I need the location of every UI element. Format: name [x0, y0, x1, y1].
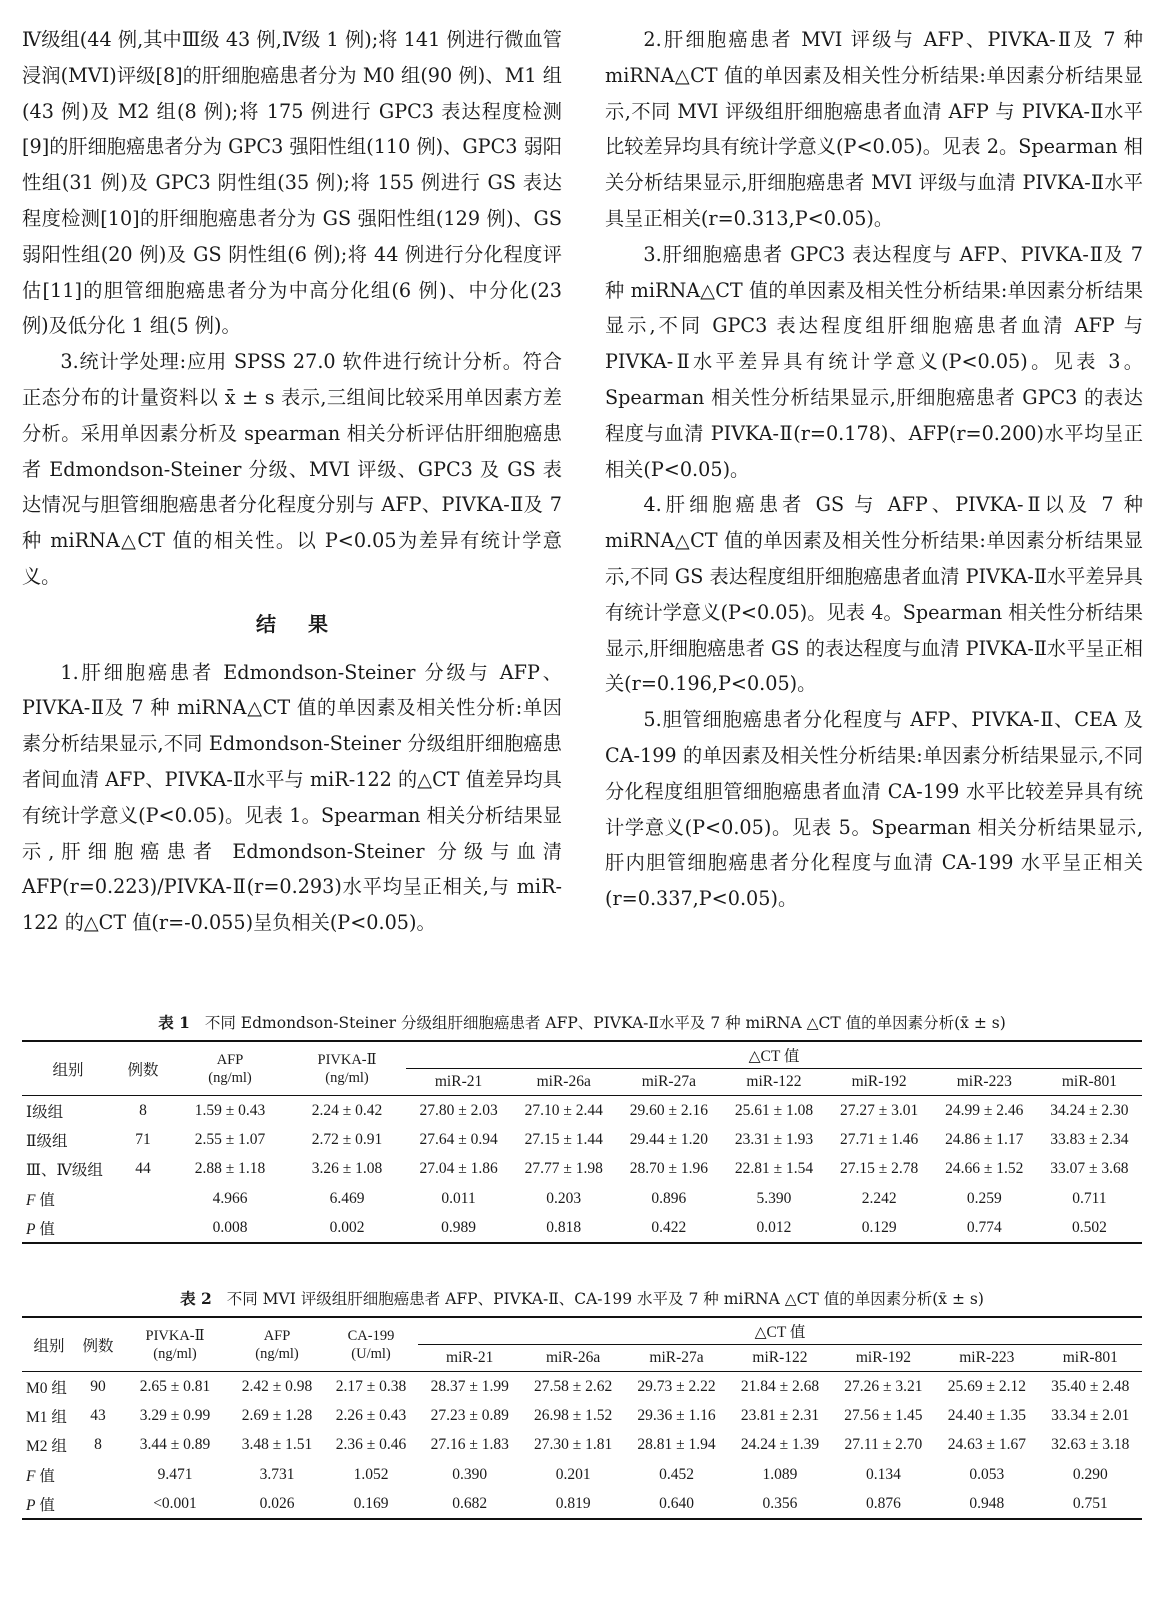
cell-ct: 0.259 — [966, 1190, 1002, 1208]
cell-ct: 5.390 — [756, 1190, 792, 1208]
cell-ct: 0.751 — [1072, 1495, 1108, 1513]
table-row — [22, 1460, 1142, 1490]
paragraph-result-1: 1.肝细胞癌患者 Edmondson-Steiner 分级与 AFP、PIVKA-Ⅱ及 7 种 miRNA△CT 值的单因素及相关性分析:单因素分析结果显示,不同 Edmondson-Steiner 分级组肝细胞癌患者间血清 AFP、PIVKA-Ⅱ水平与 miR-122 的△CT 值差异均具有统计学意义(P<0.05)。见表 1。Spearman 相关分析结果显示,肝细胞癌患者 Edmondson-Steiner 分级与血清 AFP(r=0.223)/PIVKA-Ⅱ(r=0.293)水平均呈正相关,与 miR-122 的△CT 值(r=-0.055)呈负相关(P<0.05)。 — [22, 660, 562, 935]
cell-pivka: 0.002 — [329, 1219, 365, 1237]
table-row — [22, 1401, 1142, 1431]
cell-n: 44 — [135, 1160, 151, 1178]
cell-ct: 0.134 — [865, 1466, 901, 1484]
cell-ct: 34.24 ± 2.30 — [1050, 1101, 1129, 1119]
cell-pivka: 2.72 ± 0.91 — [311, 1130, 383, 1148]
t2-header-mirna: miR-21 — [446, 1349, 494, 1366]
cell-ct: 0.774 — [966, 1219, 1002, 1237]
table-row — [22, 1490, 1142, 1520]
cell-ca: 2.26 ± 0.43 — [335, 1406, 407, 1424]
cell-ct: 28.81 ± 1.94 — [637, 1436, 716, 1454]
row-label-p: P 值 — [26, 1221, 55, 1239]
section-heading-results: 结果 — [256, 611, 360, 636]
cell-ct: 28.70 ± 1.96 — [629, 1160, 708, 1178]
table-1-label: 表 1 — [158, 1013, 190, 1032]
table-2-caption — [22, 1288, 1142, 1310]
cell-ct: 29.73 ± 2.22 — [637, 1377, 716, 1395]
cell-ct: 0.818 — [546, 1219, 582, 1237]
cell-ct: 23.81 ± 2.31 — [740, 1406, 820, 1424]
t1-header-pivka — [288, 1041, 406, 1096]
t1-header-afp — [172, 1041, 288, 1096]
table-row — [22, 1155, 1142, 1185]
cell-ct: 1.089 — [762, 1466, 798, 1484]
t2-header-mirna: miR-223 — [959, 1349, 1015, 1366]
cell-ct: 24.63 ± 1.67 — [947, 1436, 1026, 1454]
t2-header-mirna: miR-801 — [1062, 1349, 1118, 1366]
cell-afp: 3.48 ± 1.51 — [241, 1436, 313, 1454]
cell-n: 90 — [90, 1377, 106, 1395]
cell-ct: 27.80 ± 2.03 — [419, 1101, 498, 1119]
t2-header-mirna: miR-26a — [546, 1349, 601, 1366]
cell-afp: 2.88 ± 1.18 — [194, 1160, 266, 1178]
cell-ct: 24.66 ± 1.52 — [945, 1160, 1024, 1178]
table-1-caption — [22, 1012, 1142, 1034]
cell-ct: 0.422 — [651, 1219, 687, 1237]
cell-ct: 24.24 ± 1.39 — [740, 1436, 820, 1454]
cell-ct: 32.63 ± 3.18 — [1051, 1436, 1130, 1454]
cell-n — [76, 1460, 120, 1490]
cell-n — [114, 1184, 172, 1214]
cell-ct: 0.390 — [452, 1466, 488, 1484]
t2-header-pivka — [120, 1317, 230, 1372]
t2-header-mirna: miR-27a — [649, 1349, 704, 1366]
cell-afp: 2.55 ± 1.07 — [194, 1130, 266, 1148]
cell-ct: 33.07 ± 3.68 — [1050, 1160, 1129, 1178]
cell-afp: 3.731 — [259, 1466, 295, 1484]
cell-n — [114, 1214, 172, 1244]
cell-ct: 0.640 — [659, 1495, 694, 1513]
cell-ct: 25.61 ± 1.08 — [734, 1101, 814, 1119]
cell-ct: 27.15 ± 2.78 — [840, 1160, 919, 1178]
cell-ct: 21.84 ± 2.68 — [740, 1377, 820, 1395]
cell-n: 71 — [135, 1130, 151, 1148]
cell-ct: 23.31 ± 1.93 — [734, 1130, 814, 1148]
t1-header-mirna: miR-801 — [1061, 1073, 1117, 1090]
table-row — [22, 1096, 1142, 1126]
cell-n: 8 — [94, 1436, 102, 1454]
t1-header-pivka-name: PIVKA-Ⅱ — [317, 1051, 377, 1068]
t2-header-pivka-name: PIVKA-Ⅱ — [145, 1327, 205, 1344]
t2-header-ca-name: CA-199 — [347, 1327, 395, 1344]
cell-ct: 24.99 ± 2.46 — [945, 1101, 1024, 1119]
cell-ct: 29.44 ± 1.20 — [629, 1130, 708, 1148]
paragraph-result-5: 5.胆管细胞癌患者分化程度与 AFP、PIVKA-Ⅱ、CEA 及 CA-199 的单因素及相关性分析结果:单因素分析结果显示,不同分化程度组胆管细胞癌患者血清 CA-199 水平比较差异具有统计学意义(P<0.05)。见表 5。Spearman 相关分析结果显示,肝内胆管细胞癌患者分化程度与血清 CA-199 水平呈正相关(r=0.337,P<0.05)。 — [605, 708, 1143, 911]
cell-ct: 0.682 — [452, 1495, 488, 1513]
cell-afp: 1.59 ± 0.43 — [194, 1101, 266, 1119]
table-2 — [22, 1288, 1142, 1520]
cell-ct: 24.86 ± 1.17 — [945, 1130, 1024, 1148]
cell-ct: 0.876 — [865, 1495, 901, 1513]
cell-ct: 33.34 ± 2.01 — [1051, 1406, 1130, 1424]
t1-header-mirna: miR-21 — [434, 1073, 483, 1090]
cell-ct: 27.16 ± 1.83 — [430, 1436, 509, 1454]
cell-ct: 0.896 — [651, 1190, 687, 1208]
t2-header-group: 组别 — [33, 1337, 65, 1355]
t2-header-ca-unit: (U/ml) — [351, 1345, 391, 1362]
t2-header-mirna: miR-192 — [855, 1349, 911, 1366]
t1-header-mirna: miR-27a — [641, 1073, 696, 1090]
paragraph-result-2: 2.肝细胞癌患者 MVI 评级与 AFP、PIVKA-Ⅱ及 7 种 miRNA△CT 值的单因素及相关性分析结果:单因素分析结果显示,不同 MVI 评级组肝细胞癌患者血清 AFP 与 PIVKA-Ⅱ水平比较差异均具有统计学意义(P<0.05)。见表 2。Spearman 相关分析结果显示,肝细胞癌患者 MVI 评级与血清 PIVKA-Ⅱ水平具呈正相关(r=0.313,P<0.05)。 — [605, 28, 1143, 230]
table-1-grid — [22, 1040, 1142, 1244]
paragraph-result-4: 4.肝细胞癌患者 GS 与 AFP、PIVKA-Ⅱ以及 7 种 miRNA△CT 值的单因素及相关性分析结果:单因素分析结果显示,不同 GS 表达程度组肝细胞癌患者血清 PIVKA-Ⅱ水平差异具有统计学意义(P<0.05)。见表 4。Spearman 相关性分析结果显示,肝细胞癌患者 GS 的表达程度与血清 PIVKA-Ⅱ水平呈正相关(r=0.196,P<0.05)。 — [605, 493, 1143, 696]
cell-ct: 29.60 ± 2.16 — [629, 1101, 708, 1119]
cell-afp: 4.966 — [212, 1190, 248, 1208]
cell-ca: 0.169 — [353, 1495, 389, 1513]
cell-pivka: 2.24 ± 0.42 — [311, 1101, 383, 1119]
t2-header-ct: △CT 值 — [418, 1317, 1142, 1345]
cell-ct: 0.452 — [659, 1466, 694, 1484]
t1-header-afp-name: AFP — [216, 1051, 244, 1068]
row-label: M1 组 — [26, 1408, 67, 1426]
row-label: Ⅰ级组 — [26, 1103, 64, 1121]
cell-ct: 24.40 ± 1.35 — [947, 1406, 1026, 1424]
cell-pivka: 3.44 ± 0.89 — [139, 1436, 211, 1454]
cell-ct: 27.10 ± 2.44 — [524, 1101, 603, 1119]
cell-n — [76, 1490, 120, 1520]
cell-ct: 0.053 — [969, 1466, 1005, 1484]
t1-header-n: 例数 — [127, 1061, 159, 1079]
cell-ct: 27.30 ± 1.81 — [534, 1436, 613, 1454]
t1-header-mirna: miR-223 — [956, 1073, 1012, 1090]
cell-ct: 0.502 — [1071, 1219, 1107, 1237]
cell-ct: 27.15 ± 1.44 — [524, 1130, 603, 1148]
cell-afp: 2.42 ± 0.98 — [241, 1377, 313, 1395]
t1-header-mirna: miR-122 — [746, 1073, 802, 1090]
cell-ct: 29.36 ± 1.16 — [637, 1406, 716, 1424]
table-2-label: 表 2 — [180, 1289, 212, 1308]
cell-ct: 0.011 — [441, 1190, 476, 1208]
t1-header-ct: △CT 值 — [406, 1041, 1142, 1069]
paragraph-result-3: 3.肝细胞癌患者 GPC3 表达程度与 AFP、PIVKA-Ⅱ及 7 种 miRNA△CT 值的单因素及相关性分析结果:单因素分析结果显示,不同 GPC3 表达程度组肝细胞癌患者血清 AFP 与 PIVKA-Ⅱ水平差异具有统计学意义(P<0.05)。见表 3。Spearman 相关性分析结果显示,肝细胞癌患者 GPC3 的表达程度与血清 PIVKA-Ⅱ(r=0.178)、AFP(r=0.200)水平均呈正相关(P<0.05)。 — [605, 242, 1143, 481]
cell-n: 8 — [139, 1101, 147, 1119]
t1-header-mirna: miR-26a — [536, 1073, 591, 1090]
row-label: Ⅲ、Ⅳ级组 — [26, 1162, 103, 1180]
cell-ct: 27.27 ± 3.01 — [840, 1101, 919, 1119]
t2-header-afp-unit: (ng/ml) — [255, 1345, 299, 1362]
cell-ct: 0.012 — [756, 1219, 792, 1237]
table-row — [22, 1214, 1142, 1244]
table-1 — [22, 1012, 1142, 1244]
cell-ct: 0.711 — [1072, 1190, 1107, 1208]
cell-ct: 27.26 ± 3.21 — [844, 1377, 923, 1395]
cell-ct: 0.129 — [861, 1219, 897, 1237]
cell-ct: 33.83 ± 2.34 — [1050, 1130, 1129, 1148]
t1-header-afp-unit: (ng/ml) — [208, 1069, 252, 1086]
cell-ct: 27.04 ± 1.86 — [419, 1160, 498, 1178]
cell-ct: 0.203 — [546, 1190, 582, 1208]
cell-ca: 1.052 — [353, 1466, 389, 1484]
right-column — [605, 22, 1143, 917]
cell-ct: 28.37 ± 1.99 — [430, 1377, 509, 1395]
t1-header-pivka-unit: (ng/ml) — [325, 1069, 369, 1086]
row-label-f: F 值 — [26, 1468, 55, 1486]
cell-pivka: 9.471 — [157, 1466, 193, 1484]
cell-ct: 25.69 ± 2.12 — [947, 1377, 1026, 1395]
paragraph-grouping: Ⅳ级组(44 例,其中Ⅲ级 43 例,Ⅳ级 1 例);将 141 例进行微血管浸润(MVI)评级[8]的肝细胞癌患者分为 M0 组(90 例)、M1 组(43 例)及 M2 组(8 例);将 175 例进行 GPC3 表达程度检测[9]的肝细胞癌患者分为 GPC3 强阳性组(110 例)、GPC3 弱阳性组(31 例)及 GPC3 阴性组(35 例);将 155 例进行 GS 表达程度检测[10]的肝细胞癌患者分为 GS 强阳性组(129 例)、GS 弱阳性组(20 例)及 GS 阴性组(6 例);将 44 例进行分化程度评估[11]的胆管细胞癌患者分为中高分化组(6 例)、中分化(23 例)及低分化 1 组(5 例)。 — [22, 28, 562, 338]
table-row — [22, 1431, 1142, 1461]
table-row — [22, 1372, 1142, 1402]
cell-ct: 27.64 ± 0.94 — [419, 1130, 498, 1148]
table-1-caption-text: 不同 Edmondson-Steiner 分级组肝细胞癌患者 AFP、PIVKA-Ⅱ水平及 7 种 miRNA △CT 值的单因素分析(x̄ ± s) — [204, 1014, 1006, 1032]
t1-header-group: 组别 — [52, 1061, 84, 1079]
t2-header-pivka-unit: (ng/ml) — [153, 1345, 197, 1362]
table-row — [22, 1184, 1142, 1214]
cell-ct: 27.56 ± 1.45 — [844, 1406, 923, 1424]
cell-ct: 0.989 — [441, 1219, 476, 1237]
cell-ct: 0.948 — [969, 1495, 1005, 1513]
row-label: Ⅱ级组 — [26, 1132, 68, 1150]
cell-ct: 2.242 — [861, 1190, 897, 1208]
cell-pivka: 2.65 ± 0.81 — [139, 1377, 211, 1395]
row-label-p: P 值 — [26, 1497, 55, 1515]
cell-afp: 0.026 — [259, 1495, 295, 1513]
cell-afp: 2.69 ± 1.28 — [241, 1406, 313, 1424]
table-2-caption-text: 不同 MVI 评级组肝细胞癌患者 AFP、PIVKA-Ⅱ、CA-199 水平及 7 种 miRNA △CT 值的单因素分析(x̄ ± s) — [226, 1290, 984, 1308]
cell-ct: 27.23 ± 0.89 — [430, 1406, 509, 1424]
cell-ca: 2.36 ± 0.46 — [335, 1436, 407, 1454]
cell-pivka: <0.001 — [153, 1495, 197, 1513]
cell-ct: 22.81 ± 1.54 — [734, 1160, 814, 1178]
t2-header-ca — [324, 1317, 418, 1372]
cell-ct: 35.40 ± 2.48 — [1051, 1377, 1130, 1395]
cell-ct: 27.58 ± 2.62 — [534, 1377, 613, 1395]
row-label-f: F 值 — [26, 1192, 55, 1210]
cell-ct: 0.201 — [555, 1466, 591, 1484]
left-column — [22, 22, 562, 941]
t2-header-afp-name: AFP — [263, 1327, 291, 1344]
cell-n: 43 — [90, 1406, 106, 1424]
cell-ca: 2.17 ± 0.38 — [335, 1377, 407, 1395]
cell-pivka: 6.469 — [329, 1190, 365, 1208]
row-label: M2 组 — [26, 1438, 67, 1456]
t2-header-n: 例数 — [82, 1337, 114, 1355]
t2-header-afp — [230, 1317, 324, 1372]
cell-ct: 0.819 — [555, 1495, 591, 1513]
t1-header-mirna: miR-192 — [851, 1073, 907, 1090]
cell-ct: 26.98 ± 1.52 — [534, 1406, 613, 1424]
t2-header-mirna: miR-122 — [752, 1349, 808, 1366]
cell-ct: 27.77 ± 1.98 — [524, 1160, 603, 1178]
table-row — [22, 1125, 1142, 1155]
cell-pivka: 3.26 ± 1.08 — [311, 1160, 383, 1178]
cell-ct: 0.356 — [762, 1495, 798, 1513]
cell-pivka: 3.29 ± 0.99 — [139, 1406, 211, 1424]
cell-ct: 27.71 ± 1.46 — [840, 1130, 919, 1148]
cell-ct: 0.290 — [1072, 1466, 1108, 1484]
cell-ct: 27.11 ± 2.70 — [844, 1436, 923, 1454]
table-2-grid — [22, 1316, 1142, 1520]
cell-afp: 0.008 — [212, 1219, 248, 1237]
row-label: M0 组 — [26, 1379, 67, 1397]
paragraph-statistics: 3.统计学处理:应用 SPSS 27.0 软件进行统计分析。符合正态分布的计量资料以 x̄ ± s 表示,三组间比较采用单因素方差分析。采用单因素分析及 spearman 相关分析评估肝细胞癌患者 Edmondson-Steiner 分级、MVI 评级、GPC3 及 GS 表达情况与胆管细胞癌患者分化程度分别与 AFP、PIVKA-Ⅱ及 7 种 miRNA△CT 值的相关性。以 P<0.05为差异有统计学意义。 — [22, 350, 562, 588]
